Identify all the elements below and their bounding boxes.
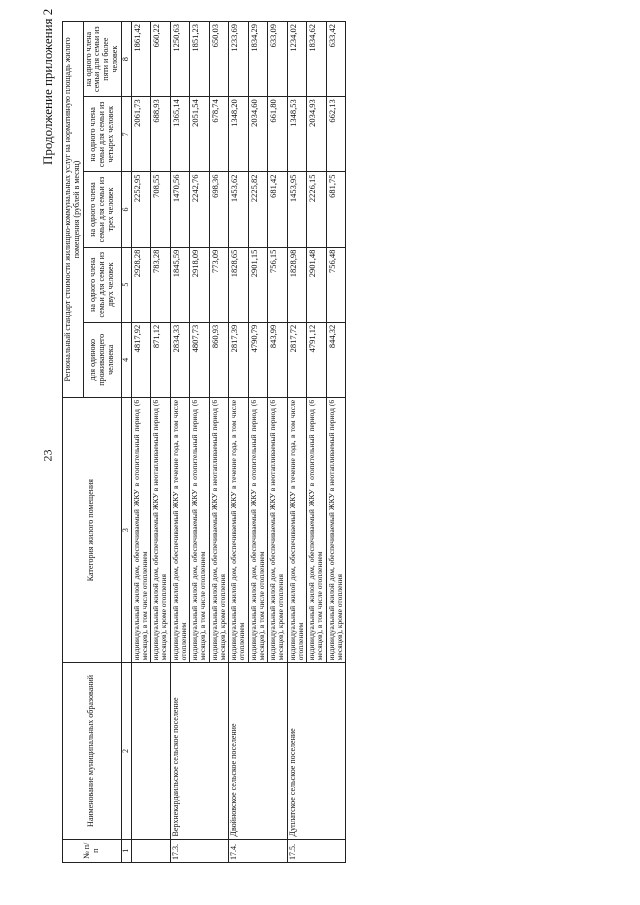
rate-value: 871,12 — [151, 322, 171, 397]
rate-value: 2901,48 — [307, 247, 327, 322]
page-number-top: 23 — [40, 449, 55, 462]
rate-value: 773,09 — [209, 247, 229, 322]
rate-value: 633,42 — [326, 22, 346, 97]
rate-value: 1233,69 — [229, 22, 249, 97]
index-cell: 5 — [121, 247, 131, 322]
housing-category: индивидуальный жилой дом, обеспечиваемый ЖКУ в отопительный период (6 месяцев), в том числе отоплением — [248, 397, 268, 662]
index-cell: 1 — [121, 839, 131, 862]
rate-value: 2252,95 — [131, 172, 151, 247]
housing-category: индивидуальный жилой дом, обеспечиваемый ЖКУ в неотапливаемый период (6 месяцев), кроме отопления — [151, 397, 171, 662]
rate-value: 708,55 — [151, 172, 171, 247]
rate-value: 1834,29 — [248, 22, 268, 97]
rate-value: 633,09 — [268, 22, 288, 97]
row-number: 17.4. — [229, 839, 288, 862]
header-no: № п/п — [63, 839, 122, 862]
rate-value: 1250,63 — [170, 22, 190, 97]
table-row — [131, 22, 151, 863]
index-cell: 3 — [121, 397, 131, 662]
rate-value: 844,32 — [326, 322, 346, 397]
housing-category: индивидуальный жилой дом, обеспечиваемый ЖКУ в неотапливаемый период (6 месяцев), кроме отопления — [268, 397, 288, 662]
index-cell: 6 — [121, 172, 131, 247]
rate-value: 1828,98 — [287, 247, 307, 322]
rate-value: 1845,59 — [170, 247, 190, 322]
rate-value: 2225,82 — [248, 172, 268, 247]
rate-value: 1861,42 — [131, 22, 151, 97]
rate-value: 2242,76 — [190, 172, 210, 247]
index-cell: 7 — [121, 97, 131, 172]
housing-category: индивидуальный жилой дом, обеспечиваемый ЖКУ в течение года, в том числе отоплением — [170, 397, 190, 662]
rate-value: 688,93 — [151, 97, 171, 172]
rate-value: 843,99 — [268, 322, 288, 397]
rate-value: 2034,93 — [307, 97, 327, 172]
header-sub-5: на одного члена семьи для семьи из пяти и более человек — [83, 22, 121, 97]
rate-value: 2817,72 — [287, 322, 307, 397]
municipality-name: Дуплатское сельское поселение — [287, 663, 346, 839]
municipality-name: Двойновское сельское поселение — [229, 663, 288, 839]
row-number: 17.5. — [287, 839, 346, 862]
rate-value: 4791,12 — [307, 322, 327, 397]
rate-value: 2061,73 — [131, 97, 151, 172]
tariff-table — [62, 21, 346, 863]
rate-value: 4790,79 — [248, 322, 268, 397]
row-number: 17.3. — [170, 839, 229, 862]
housing-category: индивидуальный жилой дом, обеспечиваемый ЖКУ в отопительный период (6 месяцев), в том числе отоплением — [131, 397, 151, 662]
rate-value: 2051,54 — [190, 97, 210, 172]
rate-value: 1348,20 — [229, 97, 249, 172]
rate-value: 1348,53 — [287, 97, 307, 172]
housing-category: индивидуальный жилой дом, обеспечиваемый ЖКУ в отопительный период (6 месяцев), в том числе отоплением — [307, 397, 327, 662]
rate-value: 2226,15 — [307, 172, 327, 247]
housing-category: индивидуальный жилой дом, обеспечиваемый ЖКУ в отопительный период (6 месяцев), в том числе отоплением — [190, 397, 210, 662]
rate-value: 1453,95 — [287, 172, 307, 247]
header-name: Наименование муниципальных образований — [63, 663, 122, 839]
rate-value: 660,22 — [151, 22, 171, 97]
rate-value: 1828,65 — [229, 247, 249, 322]
rate-value: 650,03 — [209, 22, 229, 97]
rate-value: 2034,60 — [248, 97, 268, 172]
index-cell: 2 — [121, 663, 131, 839]
rate-value: 2918,09 — [190, 247, 210, 322]
index-cell: 4 — [121, 322, 131, 397]
rate-value: 4807,73 — [190, 322, 210, 397]
rate-value: 756,15 — [268, 247, 288, 322]
row-number — [131, 839, 170, 862]
header-sub-1: для одиноко проживающего человека — [83, 322, 121, 397]
municipality-name: Верхнекардаильское сельское поселение — [170, 663, 229, 839]
rate-value: 681,42 — [268, 172, 288, 247]
rate-value: 4817,92 — [131, 322, 151, 397]
rate-value: 2817,39 — [229, 322, 249, 397]
rate-value: 1365,14 — [170, 97, 190, 172]
header-sub-4: на одного члена семьи для семьи из четырех человек — [83, 97, 121, 172]
rate-value: 1453,62 — [229, 172, 249, 247]
rate-value: 662,13 — [326, 97, 346, 172]
rate-value: 756,48 — [326, 247, 346, 322]
header-sub-3: на одного члена семьи для семьи из трех человек — [83, 172, 121, 247]
header-sub-2: на одного члена семьи для семьи из двух человек — [83, 247, 121, 322]
index-cell: 8 — [121, 22, 131, 97]
rate-value: 678,74 — [209, 97, 229, 172]
municipality-name — [131, 663, 170, 839]
header-standard: Региональный стандарт стоимости жилищно-коммунальных услуг на нормативную площадь жилого помещения (рублей в месяц) — [63, 22, 84, 398]
rate-value: 1234,02 — [287, 22, 307, 97]
rate-value: 2901,15 — [248, 247, 268, 322]
table-body — [131, 22, 346, 863]
table-row — [229, 22, 249, 863]
rate-value: 2834,33 — [170, 322, 190, 397]
rate-value: 1851,23 — [190, 22, 210, 97]
housing-category: индивидуальный жилой дом, обеспечиваемый ЖКУ в течение года, в том числе отоплением — [229, 397, 249, 662]
table-row — [170, 22, 190, 863]
rate-value: 661,80 — [268, 97, 288, 172]
rate-value: 1834,62 — [307, 22, 327, 97]
housing-category: индивидуальный жилой дом, обеспечиваемый ЖКУ в неотапливаемый период (6 месяцев), кроме отопления — [209, 397, 229, 662]
rate-value: 681,75 — [326, 172, 346, 247]
rate-value: 1470,56 — [170, 172, 190, 247]
rate-value: 860,93 — [209, 322, 229, 397]
housing-category: индивидуальный жилой дом, обеспечиваемый ЖКУ в неотапливаемый период (6 месяцев), кроме отопления — [326, 397, 346, 662]
header-category: Категория жилого помещения — [63, 397, 122, 662]
rate-value: 698,36 — [209, 172, 229, 247]
rate-value: 783,28 — [151, 247, 171, 322]
table-row — [287, 22, 307, 863]
rate-value: 2928,28 — [131, 247, 151, 322]
continuation-label: Продолжение приложения 2 — [40, 8, 55, 165]
housing-category: индивидуальный жилой дом, обеспечиваемый ЖКУ в течение года, в том числе отоплением — [287, 397, 307, 662]
